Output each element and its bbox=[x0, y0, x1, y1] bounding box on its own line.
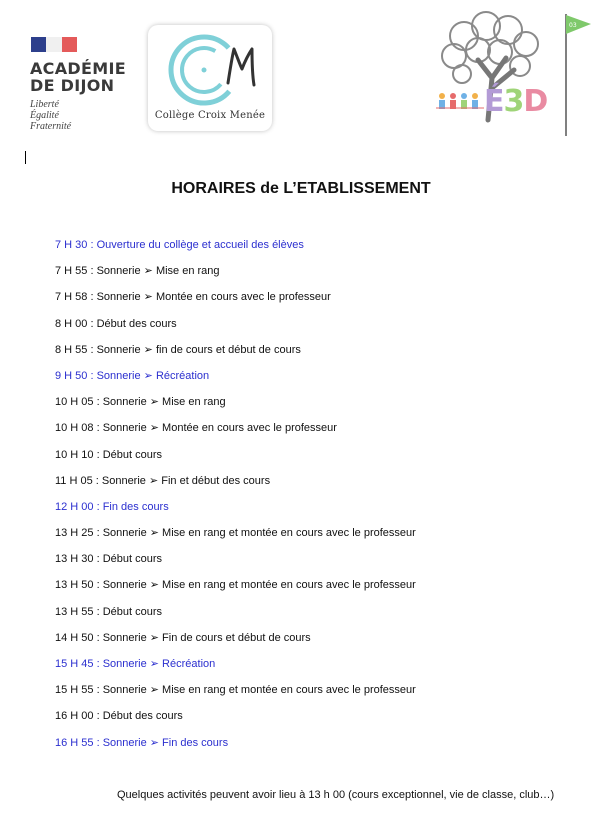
schedule-item: 10 H 10 : Début cours bbox=[55, 448, 163, 461]
pennant-label: 03 bbox=[569, 22, 577, 29]
republic-motto bbox=[30, 99, 140, 132]
college-monogram-icon bbox=[148, 25, 272, 115]
e3d-letter-e: É bbox=[484, 84, 504, 119]
schedule-list bbox=[55, 237, 416, 761]
academie-line1: ACADÉMIE bbox=[30, 59, 126, 78]
marianne-flag-icon bbox=[31, 37, 77, 52]
e3d-letter-d: D bbox=[523, 84, 548, 119]
motto-fraternite: Fraternité bbox=[30, 121, 72, 132]
schedule-item: 13 H 25 : Sonnerie ➢ Mise en rang et montée en cours avec le professeur bbox=[55, 527, 416, 540]
college-name: Collège Croix Menée bbox=[154, 110, 266, 121]
schedule-item: 16 H 55 : Sonnerie ➢ Fin des cours bbox=[55, 736, 229, 749]
footnote: Quelques activités peuvent avoir lieu à 13 h 00 (cours exceptionnel, vie de classe, club…) bbox=[117, 789, 555, 801]
motto-egalite: Égalité bbox=[30, 110, 59, 121]
schedule-item: 7 H 30 : Ouverture du collège et accueil des élèves bbox=[55, 239, 304, 251]
e3d-label bbox=[484, 84, 547, 119]
schedule-item: 10 H 05 : Sonnerie ➢ Mise en rang bbox=[55, 396, 226, 409]
schedule-item: 11 H 05 : Sonnerie ➢ Fin et début des cours bbox=[55, 474, 271, 487]
pennant-flag-icon bbox=[563, 12, 593, 138]
motto-liberte: Liberté bbox=[30, 99, 59, 110]
schedule-item: 13 H 30 : Début cours bbox=[55, 553, 163, 566]
schedule-item: 8 H 00 : Début des cours bbox=[55, 317, 177, 330]
text-cursor bbox=[25, 151, 26, 164]
academie-title bbox=[30, 60, 140, 94]
schedule-item: 7 H 55 : Sonnerie ➢ Mise en rang bbox=[55, 265, 220, 278]
schedule-item: 13 H 55 : Début cours bbox=[55, 605, 163, 618]
academie-line2: DE DIJON bbox=[30, 76, 115, 95]
schedule-item: 15 H 45 : Sonnerie ➢ Récréation bbox=[55, 658, 216, 670]
schedule-item: 8 H 55 : Sonnerie ➢ fin de cours et début de cours bbox=[55, 343, 301, 356]
page-title: HORAIRES de L’ETABLISSEMENT bbox=[171, 180, 431, 197]
schedule-item: 7 H 58 : Sonnerie ➢ Montée en cours avec le professeur bbox=[55, 291, 331, 304]
schedule-item: 13 H 50 : Sonnerie ➢ Mise en rang et montée en cours avec le professeur bbox=[55, 579, 416, 592]
college-logo bbox=[148, 25, 272, 131]
academie-logo bbox=[30, 37, 140, 132]
schedule-item: 10 H 08 : Sonnerie ➢ Montée en cours avec le professeur bbox=[55, 422, 337, 435]
schedule-item: 12 H 00 : Fin des cours bbox=[55, 500, 169, 513]
schedule-item: 15 H 55 : Sonnerie ➢ Mise en rang et montée en cours avec le professeur bbox=[55, 684, 416, 697]
e3d-letter-3: 3 bbox=[503, 84, 524, 119]
schedule-item: 14 H 50 : Sonnerie ➢ Fin de cours et début de cours bbox=[55, 631, 311, 644]
schedule-item: 9 H 50 : Sonnerie ➢ Récréation bbox=[55, 369, 210, 382]
page-header bbox=[0, 0, 602, 150]
schedule-item: 16 H 00 : Début des cours bbox=[55, 710, 183, 723]
